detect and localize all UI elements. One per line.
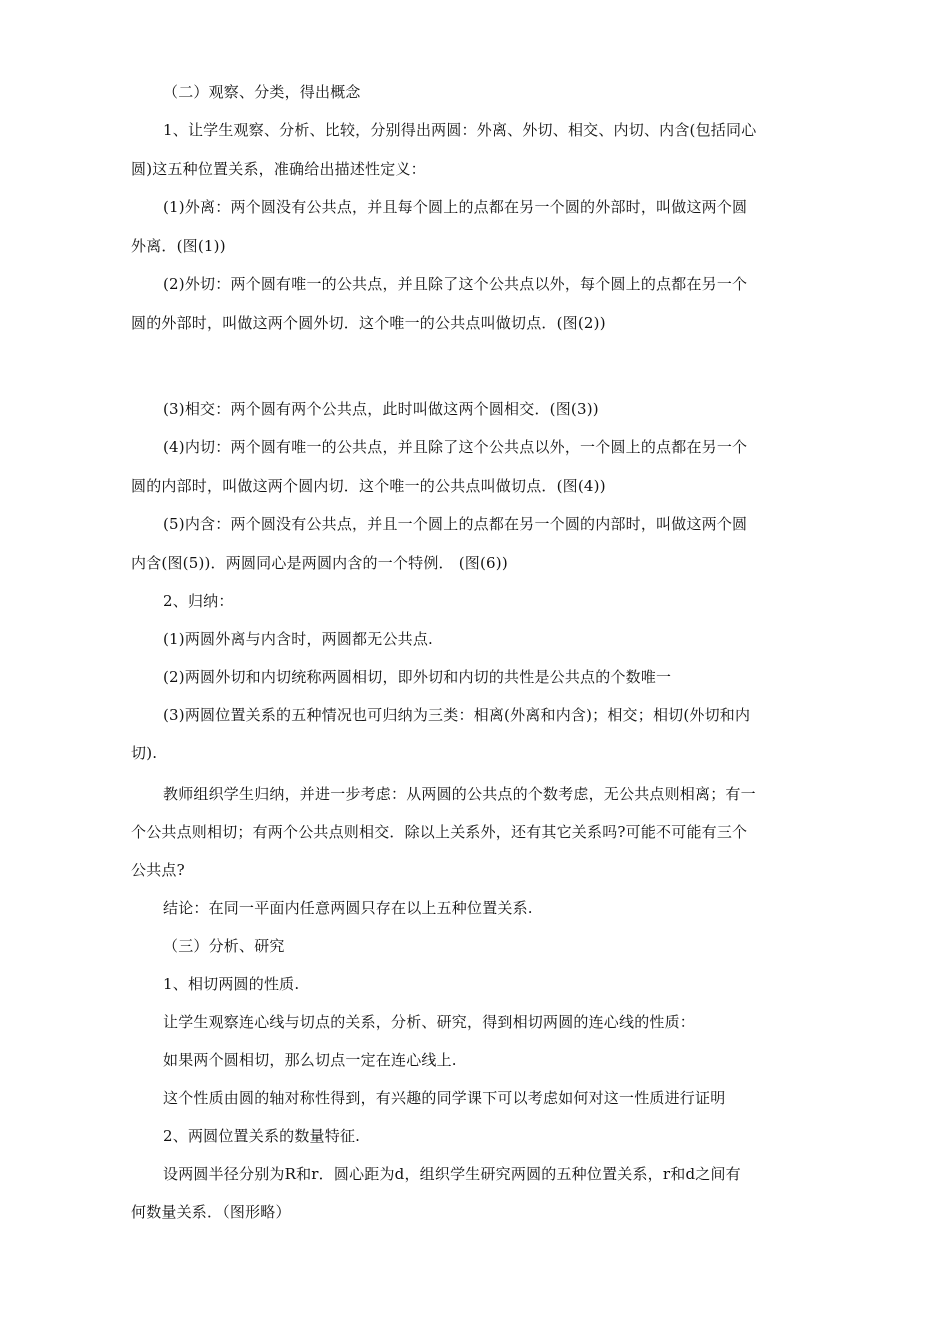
paragraph-line: 这个性质由圆的轴对称性得到，有兴趣的同学课下可以考虑如何对这一性质进行证明: [163, 1089, 726, 1107]
section-heading-summary: 2、归纳：: [163, 592, 234, 610]
paragraph-line: (2)两圆外切和内切统称两圆相切，即外切和内切的共性是公共点的个数唯一: [163, 668, 672, 686]
paragraph-line: 设两圆半径分别为R和r．圆心距为d，组织学生研究两圆的五种位置关系，r和d之间有: [163, 1165, 741, 1183]
paragraph-line: (5)内含：两个圆没有公共点，并且一个圆上的点都在另一个圆的内部时，叫做这两个圆: [163, 515, 748, 533]
paragraph-line: (3)两圆位置关系的五种情况也可归纳为三类：相离(外离和内含)；相交；相切(外切和内: [163, 706, 751, 724]
paragraph-line: 如果两个圆相切，那么切点一定在连心线上.: [163, 1051, 457, 1069]
paragraph-line: (1)外离：两个圆没有公共点，并且每个圆上的点都在另一个圆的外部时，叫做这两个圆: [163, 198, 748, 216]
paragraph-line: 教师组织学生归纳，并进一步考虑：从两圆的公共点的个数考虑，无公共点则相离；有一: [163, 785, 756, 803]
paragraph-line: 切).: [131, 744, 158, 762]
paragraph-line: 圆)这五种位置关系，准确给出描述性定义：: [131, 160, 426, 178]
paragraph-line: 个公共点则相切；有两个公共点则相交．除以上关系外，还有其它关系吗?可能不可能有三个: [131, 823, 748, 841]
paragraph-line: 何数量关系．（图形略）: [131, 1203, 291, 1221]
paragraph-line: 圆的外部时，叫做这两个圆外切．这个唯一的公共点叫做切点．(图(2)): [131, 314, 606, 332]
paragraph-line: (2)外切：两个圆有唯一的公共点，并且除了这个公共点以外，每个圆上的点都在另一个: [163, 275, 748, 293]
paragraph-line: 结论：在同一平面内任意两圆只存在以上五种位置关系.: [163, 899, 533, 917]
section-heading-observe-classify: （二）观察、分类，得出概念: [163, 83, 361, 101]
paragraph-line: 圆的内部时，叫做这两个圆内切．这个唯一的公共点叫做切点．(图(4)): [131, 477, 606, 495]
paragraph-line: 2、两圆位置关系的数量特征.: [163, 1127, 361, 1145]
paragraph-line: 1、让学生观察、分析、比较，分别得出两圆：外离、外切、相交、内切、内含(包括同心: [163, 121, 757, 139]
paragraph-line: 公共点?: [131, 861, 185, 879]
paragraph-line: 外离．(图(1)): [131, 237, 226, 255]
paragraph-line: (4)内切：两个圆有唯一的公共点，并且除了这个公共点以外，一个圆上的点都在另一个: [163, 438, 748, 456]
paragraph-line: 内含(图(5))．两圆同心是两圆内含的一个特例． (图(6)): [131, 554, 508, 572]
section-heading-analysis: （三）分析、研究: [163, 937, 285, 955]
paragraph-line: 1、相切两圆的性质.: [163, 975, 300, 993]
paragraph-line: 让学生观察连心线与切点的关系，分析、研究，得到相切两圆的连心线的性质：: [163, 1013, 696, 1031]
paragraph-line: (1)两圆外离与内含时，两圆都无公共点.: [163, 630, 434, 648]
paragraph-line: (3)相交：两个圆有两个公共点，此时叫做这两个圆相交．(图(3)): [163, 400, 599, 418]
